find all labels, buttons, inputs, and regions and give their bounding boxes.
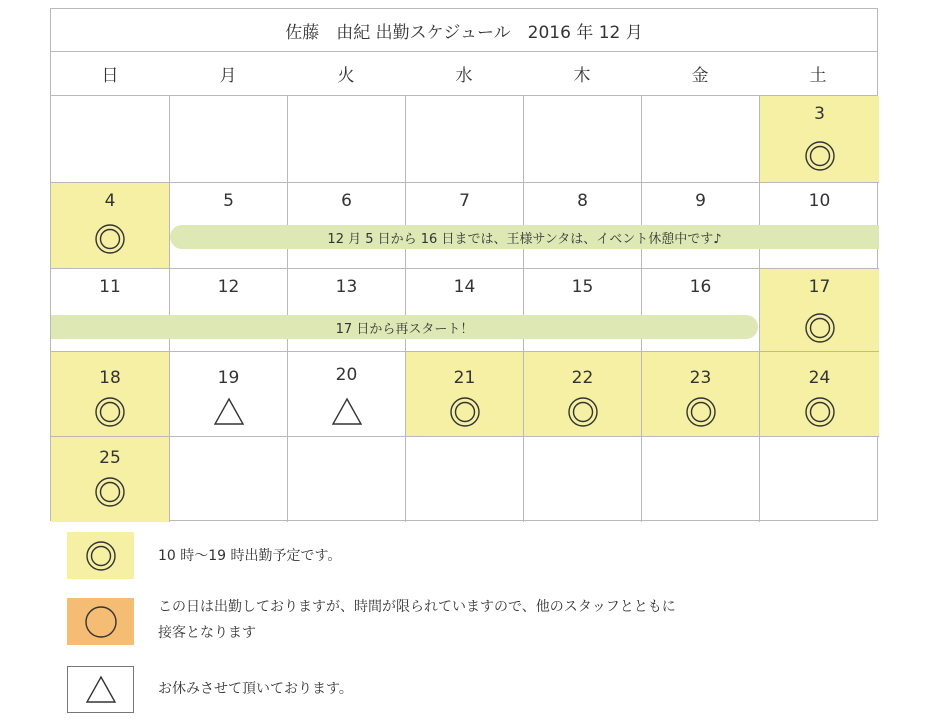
day-cell-empty [170,437,288,522]
day-number: 23 [689,368,712,388]
day-number: 17 [808,277,831,297]
weekday-mon: 月 [219,66,237,86]
double-circle-icon [94,223,126,255]
legend-swatch-off [67,666,134,713]
day-number: 13 [335,277,358,297]
day-cell-21 [406,352,524,437]
double-circle-icon [94,476,126,508]
restart-banner-text: 17 日から再スタート！ [335,321,474,337]
legend-swatch-full-day [67,532,134,579]
double-circle-icon [85,540,117,572]
day-number: 16 [689,277,712,297]
day-number: 15 [571,277,594,297]
day-cell-empty [760,437,879,522]
event-banner-text: 12 月 5 日から 16 日までは、王様サンタは、イベント休憩中です♪ [327,231,722,247]
day-cell-19 [170,352,288,437]
day-cell-4 [51,183,170,269]
day-cell-empty [51,96,170,183]
day-cell-empty [642,96,760,183]
weekday-thu: 木 [573,66,591,86]
day-cell-18 [51,352,170,437]
triangle-icon [331,396,363,428]
day-number: 3 [814,104,825,124]
weekday-sun: 日 [101,66,119,86]
day-number: 6 [341,191,352,211]
day-number: 9 [695,191,706,211]
day-number: 10 [808,191,831,211]
day-cell-17 [760,269,879,352]
legend-off-text: お休みさせて頂いております。 [158,681,353,697]
double-circle-icon [804,140,836,172]
day-number: 24 [808,368,831,388]
day-cell-empty [524,437,642,522]
day-number: 12 [217,277,240,297]
day-number: 8 [577,191,588,211]
legend-limited-line1: この日は出勤しておりますが、時間が限られていますので、他のスタッフとともに [158,599,676,615]
restart-banner [51,315,758,339]
day-cell-25 [51,437,170,522]
triangle-icon [85,674,117,706]
day-cell-20 [288,352,406,437]
day-number: 19 [217,368,240,388]
day-number: 25 [99,448,121,468]
triangle-icon [213,396,245,428]
day-number: 7 [459,191,470,211]
legend-limited-line2: 接客となります [158,625,256,641]
day-number: 21 [453,368,476,388]
double-circle-icon [804,312,836,344]
day-cell-empty [642,437,760,522]
double-circle-icon [804,396,836,428]
double-circle-icon [567,396,599,428]
day-cell-11 [51,269,170,352]
day-cell-13 [288,269,406,352]
day-cell-14 [406,269,524,352]
legend-full-day-text: 10 時〜19 時出勤予定です。 [158,548,342,564]
day-number: 18 [99,368,121,388]
day-cell-12 [170,269,288,352]
weekday-wed: 水 [455,66,473,86]
day-cell-16 [642,269,760,352]
circle-icon [84,605,118,639]
double-circle-icon [94,396,126,428]
day-number: 14 [453,277,476,297]
day-cell-empty [288,437,406,522]
day-cell-empty [406,437,524,522]
weekday-sat: 土 [809,66,827,86]
day-number: 22 [571,368,594,388]
day-cell-23 [642,352,760,437]
event-banner [170,225,879,249]
day-cell-empty [524,96,642,183]
day-number: 20 [335,365,358,385]
legend-limited-text [158,594,676,646]
weekday-tue: 火 [337,66,355,86]
double-circle-icon [449,396,481,428]
day-number: 11 [99,277,121,297]
calendar-title [51,9,877,52]
day-cell-24 [760,352,879,437]
double-circle-icon [685,396,717,428]
weekday-header [51,52,877,96]
day-cell-22 [524,352,642,437]
day-number: 4 [104,191,116,211]
day-cell-3 [760,96,879,183]
calendar [50,8,878,521]
day-cell-empty [406,96,524,183]
legend-swatch-limited [67,598,134,645]
weekday-fri: 金 [691,66,709,86]
day-number: 5 [223,191,234,211]
day-cell-empty [288,96,406,183]
day-cell-15 [524,269,642,352]
day-cell-empty [170,96,288,183]
calendar-title-text: 佐藤 由紀 出勤スケジュール 2016 年 12 月 [285,22,643,43]
